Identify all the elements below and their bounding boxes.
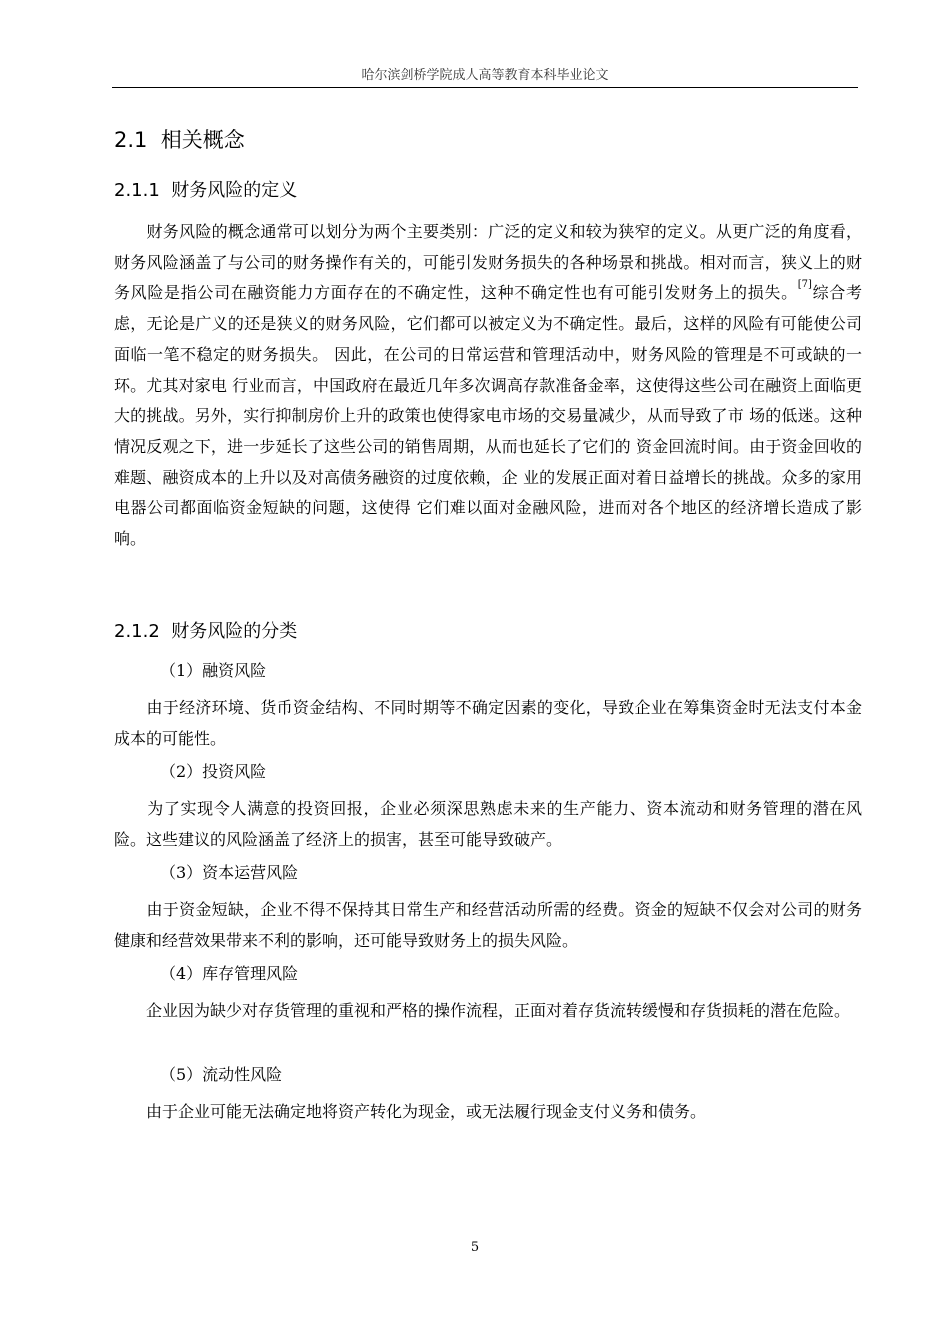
- subsection-number: 2.1.1: [114, 180, 160, 201]
- running-header: 哈尔滨剑桥学院成人高等教育本科毕业论文: [361, 68, 609, 83]
- subsection-heading-definition: [114, 176, 297, 202]
- list-item-label: （2）投资风险: [160, 762, 267, 781]
- section-title: 相关概念: [160, 128, 245, 152]
- list-item-label: （3）资本运营风险: [160, 863, 299, 882]
- page-number: 5: [470, 1240, 480, 1255]
- section-number: 2.1: [114, 128, 148, 152]
- list-item-paragraph: 由于企业可能无法确定地将资产转化为现金，或无法履行现金支付义务和债务。: [114, 1102, 707, 1121]
- list-item-paragraph: 由于经济环境、货币资金结构、不同时期等不确定因素的变化，导致企业在筹集资金时无法支付本金成本的可能性。: [114, 698, 862, 748]
- definition-paragraph: [114, 217, 862, 555]
- subsection-number: 2.1.2: [114, 621, 160, 642]
- list-item-paragraph: 企业因为缺少对存货管理的重视和严格的操作流程，正面对着存货流转缓慢和存货损耗的潜在危险。: [114, 1001, 851, 1020]
- list-item-label: （1）融资风险: [160, 661, 267, 680]
- list-item-paragraph: 由于资金短缺，企业不得不保持其日常生产和经营活动所需的经费。资金的短缺不仅会对公司的财务健康和经营效果带来不利的影响，还可能导致财务上的损失风险。: [114, 900, 862, 950]
- subsection-heading-classification: [114, 617, 297, 643]
- header-divider: [112, 87, 858, 88]
- subsection-title: 财务风险的定义: [171, 180, 298, 201]
- list-item-label: （4）库存管理风险: [160, 964, 299, 983]
- subsection-title: 财务风险的分类: [171, 621, 298, 642]
- citation-ref: [7]: [797, 279, 812, 291]
- list-item-paragraph: 为了实现令人满意的投资回报，企业必须深思熟虑未来的生产能力、资本流动和财务管理的潜在风险。这些建议的风险涵盖了经济上的损害，甚至可能导致破产。: [114, 799, 862, 849]
- paragraph-text: 财务风险的概念通常可以划分为两个主要类别：广泛的定义和较为狭窄的定义。从更广泛的角度看，财务风险涵盖了与公司的财务操作有关的，可能引发财务损失的各种场景和挑战。相对而言，狭义上的财务风险是指公司在融资能力方面存在的不确定性，这种不确定性也有可能引发财务上的损失。: [114, 222, 862, 303]
- section-heading: [114, 124, 245, 154]
- list-item-label: （5）流动性风险: [160, 1065, 283, 1084]
- paragraph-text: 综合考虑，无论是广义的还是狭义的财务风险，它们都可以被定义为不确定性。最后，这样的风险有可能使公司面临一笔不稳定的财务损失。 因此，在公司的日常运营和管理活动中，财务风险的管理是不可或缺的一环。尤其对家电 行业而言，中国政府在最近几年多次调高存款准备金率，这使得这些公司在融资上面临更 大的挑战。另外，实行抑制房价上升的政策也使得家电市场的交易量减少，从而导致了市 场的低迷。这种情况反观之下，进一步延长了这些公司的销售周期，从而也延长了它们的 资金回流时间。由于资金回收的难题、融资成本的上升以及对高债务融资的过度依赖，企 业的发展正面对着日益增长的挑战。众多的家用电器公司都面临资金短缺的问题，这使得 它们难以面对金融风险，进而对各个地区的经济增长造成了影响。: [114, 283, 862, 549]
